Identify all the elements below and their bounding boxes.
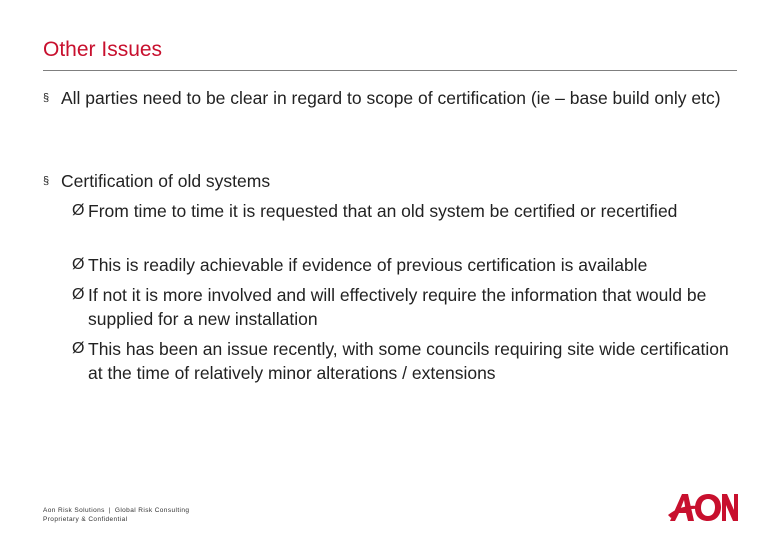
arrow-bullet-icon: Ø xyxy=(72,340,85,357)
aon-logo xyxy=(668,490,738,524)
sub-bullet-item xyxy=(72,253,742,277)
square-bullet-icon: § xyxy=(43,175,50,187)
sub-bullet-text: This has been an issue recently, with some councils requiring site wide certification at the time of relatively minor alterations / extensions xyxy=(88,339,729,383)
footer-company: Aon Risk Solutions xyxy=(43,507,105,514)
footer-separator: | xyxy=(108,507,111,514)
footer-classification: Proprietary & Confidential xyxy=(43,516,128,523)
sub-bullet-text: From time to time it is requested that an old system be certified or recertified xyxy=(88,201,678,221)
sub-bullet-item xyxy=(72,283,742,331)
arrow-bullet-icon: Ø xyxy=(72,286,85,303)
square-bullet-icon: § xyxy=(43,92,50,104)
bullet-text: Certification of old systems xyxy=(61,171,271,191)
bullet-text: All parties need to be clear in regard to scope of certification (ie – base build only etc) xyxy=(61,88,721,108)
footer-division: Global Risk Consulting xyxy=(114,507,190,514)
title-divider xyxy=(43,70,737,71)
bullet-item xyxy=(43,169,743,193)
slide-title: Other Issues xyxy=(43,38,163,61)
footer-line-1 xyxy=(43,506,189,515)
sub-bullet-text: This is readily achievable if evidence of previous certification is available xyxy=(88,255,648,275)
arrow-bullet-icon: Ø xyxy=(72,202,85,219)
sub-bullet-text: If not it is more involved and will effectively require the information that would be supplied for a new installation xyxy=(88,285,707,329)
footer xyxy=(43,506,189,524)
bullet-item xyxy=(43,86,743,110)
sub-bullet-item xyxy=(72,337,742,385)
arrow-bullet-icon: Ø xyxy=(72,256,85,273)
sub-bullet-item xyxy=(72,199,742,223)
